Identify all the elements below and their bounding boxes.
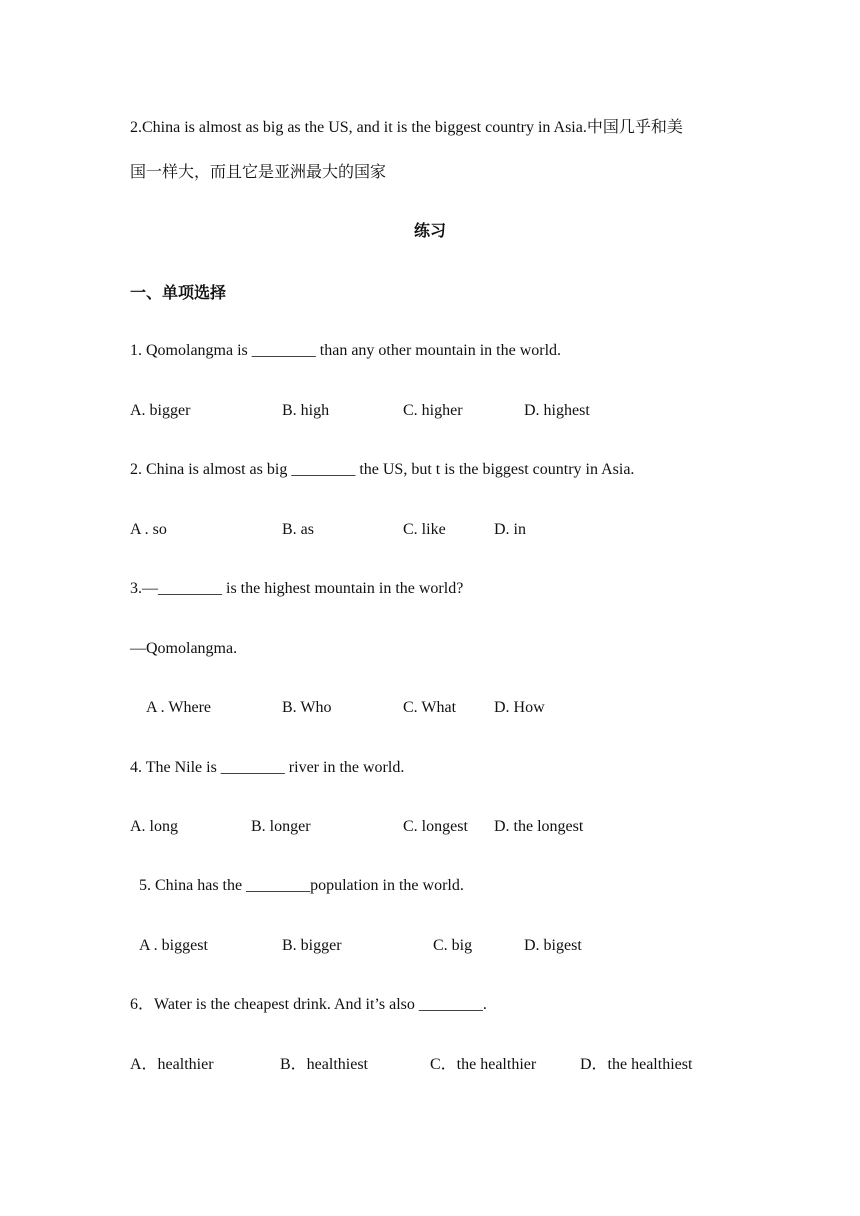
question-4-option-c: C. longest	[403, 818, 468, 835]
question-5-option-b: B. bigger	[282, 937, 342, 954]
question-1-option-d: D. highest	[524, 402, 590, 419]
question-3-option-b: B. Who	[282, 699, 332, 716]
question-5-option-c: C. big	[433, 937, 473, 954]
question-1-option-c: C. higher	[403, 402, 463, 419]
question-6-stem: 6．Water is the cheapest drink. And it’s also ________.	[130, 996, 487, 1013]
question-1-option-a: A. bigger	[130, 402, 191, 419]
question-2-option-b: B. as	[282, 521, 314, 538]
question-2-option-c: C. like	[403, 521, 446, 538]
question-2-stem: 2. China is almost as big ________ the US, but t is the biggest country in Asia.	[130, 461, 635, 478]
question-6-option-a: A．healthier	[130, 1056, 214, 1073]
question-1-stem: 1. Qomolangma is ________ than any other mountain in the world.	[130, 342, 562, 359]
question-3-option-d: D. How	[494, 699, 545, 716]
question-2-option-d: D. in	[494, 521, 526, 538]
question-3-answer-line: —Qomolangma.	[130, 640, 238, 657]
question-1-option-b: B. high	[282, 402, 330, 419]
question-5-option-a: A . biggest	[139, 937, 208, 954]
question-5-option-d: D. bigest	[524, 937, 582, 954]
question-4-option-d: D. the longest	[494, 818, 584, 835]
question-2-option-a: A . so	[130, 521, 167, 538]
question-6-option-b: B．healthiest	[280, 1056, 368, 1073]
question-6-option-c: C．the healthier	[430, 1056, 537, 1073]
question-3-option-a: A . Where	[146, 699, 212, 716]
question-4-stem: 4. The Nile is ________ river in the world.	[130, 759, 405, 776]
section-title: 练习	[413, 223, 446, 240]
intro-line-2: 国一样大，而且它是亚洲最大的国家	[130, 164, 387, 181]
question-4-option-b: B. longer	[251, 818, 311, 835]
question-4-option-a: A. long	[130, 818, 178, 835]
part-heading: 一、单项选择	[130, 285, 227, 302]
question-3-option-c: C. What	[403, 699, 457, 716]
question-3-stem: 3.—________ is the highest mountain in the world?	[130, 580, 464, 597]
question-5-stem: 5. China has the ________population in the world.	[139, 877, 464, 894]
intro-line-1: 2.China is almost as big as the US, and it is the biggest country in Asia.中国几乎和美	[130, 119, 683, 136]
question-6-option-d: D．the healthiest	[580, 1056, 693, 1073]
